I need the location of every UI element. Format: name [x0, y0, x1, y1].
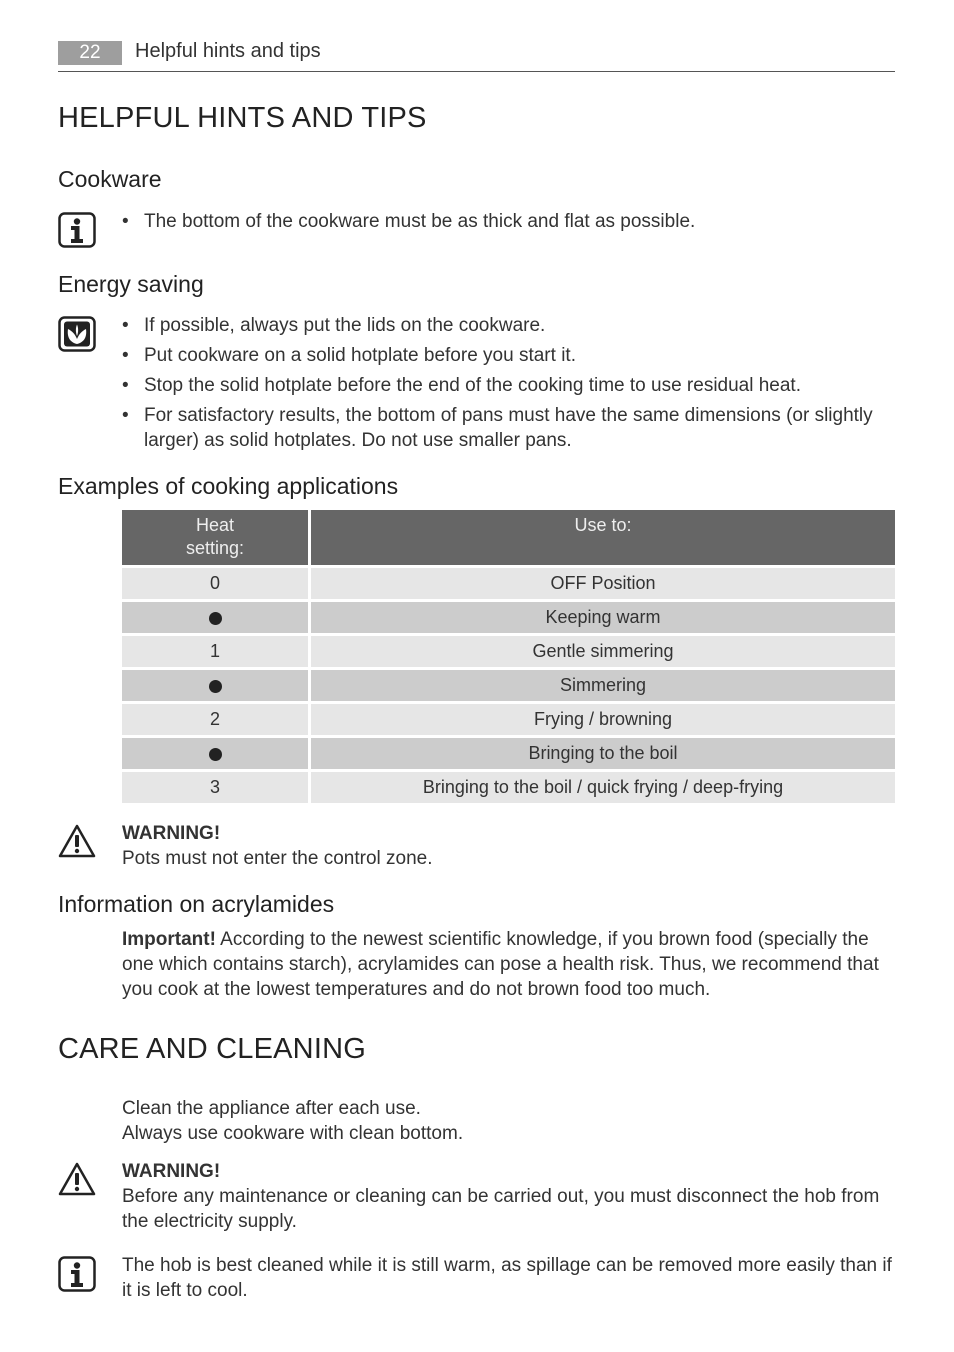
use-cell: Gentle simmering	[311, 633, 895, 667]
care-line-2: Always use cookware with clean bottom.	[122, 1123, 464, 1144]
table-row	[122, 633, 895, 667]
subsection-title-cookware: Cookware	[58, 166, 162, 192]
use-cell: Frying / browning	[311, 701, 895, 735]
table-row	[122, 701, 895, 735]
list-item: • The bottom of the cookware must be as thick and flat as possible.	[122, 209, 894, 234]
heat-setting-table	[122, 510, 895, 803]
warning-icon	[57, 1161, 95, 1197]
page-number: 22	[58, 41, 122, 65]
table-row	[122, 599, 895, 633]
eco-icon	[58, 316, 96, 352]
heat-setting-cell: 0	[122, 565, 311, 599]
warning-title: WARNING!	[122, 823, 221, 844]
warning-icon	[57, 823, 95, 859]
section-title-hints: HELPFUL HINTS AND TIPS	[58, 102, 427, 134]
heat-setting-cell	[122, 735, 311, 769]
list-item: • For satisfactory results, the bottom of pans must have the same dimensions (or slightly larger) as solid hotplates. Do not use smaller pans.	[122, 403, 894, 453]
cleaning-info-text: The hob is best cleaned while it is still warm, as spillage can be removed more easily than if it is left to cool.	[122, 1255, 892, 1301]
table-row	[122, 667, 895, 701]
subsection-title-examples: Examples of cooking applications	[58, 473, 399, 499]
header-divider	[58, 71, 895, 72]
warning-text: Pots must not enter the control zone.	[122, 848, 433, 869]
info-icon	[58, 1256, 96, 1292]
use-cell: Bringing to the boil	[311, 735, 895, 769]
heat-setting-cell: 2	[122, 701, 311, 735]
dot-setting-icon	[209, 612, 222, 625]
table-row	[122, 735, 895, 769]
use-cell: OFF Position	[311, 565, 895, 599]
important-label: Important!	[122, 929, 216, 950]
column-header-use-to: Use to:	[311, 510, 895, 565]
dot-setting-icon	[209, 748, 222, 761]
heat-setting-cell	[122, 599, 311, 633]
subsection-title-energy-saving: Energy saving	[58, 271, 204, 297]
table-row	[122, 769, 895, 803]
cookware-list	[122, 209, 894, 234]
table-row	[122, 565, 895, 599]
acrylamides-text: According to the newest scientific knowledge, if you brown food (specially the one which contains starch), acrylamides can pose a health risk. Thus, we recommend that you cook at the lowest temperatures and do not brown food too much.	[122, 929, 879, 1000]
list-item: • Stop the solid hotplate before the end of the cooking time to use residual heat.	[122, 373, 894, 398]
care-line-1: Clean the appliance after each use.	[122, 1098, 421, 1119]
section-title-care: CARE AND CLEANING	[58, 1033, 366, 1065]
use-cell: Simmering	[311, 667, 895, 701]
use-cell: Bringing to the boil / quick frying / deep-frying	[311, 769, 895, 803]
table-header-row	[122, 510, 895, 565]
list-item: • If possible, always put the lids on the cookware.	[122, 313, 894, 338]
column-header-heat-setting: Heat setting:	[122, 510, 311, 565]
list-item: • Put cookware on a solid hotplate before you start it.	[122, 343, 894, 368]
dot-setting-icon	[209, 680, 222, 693]
subsection-title-acrylamides: Information on acrylamides	[58, 891, 335, 917]
warning-title: WARNING!	[122, 1161, 221, 1182]
running-header-title: Helpful hints and tips	[135, 40, 321, 62]
use-cell: Keeping warm	[311, 599, 895, 633]
warning-text: Before any maintenance or cleaning can be carried out, you must disconnect the hob from the electricity supply.	[122, 1186, 880, 1232]
heat-setting-cell	[122, 667, 311, 701]
energy-saving-list	[122, 313, 894, 453]
heat-setting-cell: 3	[122, 769, 311, 803]
acrylamides-paragraph	[122, 927, 894, 1002]
heat-setting-cell: 1	[122, 633, 311, 667]
info-icon	[58, 212, 96, 248]
